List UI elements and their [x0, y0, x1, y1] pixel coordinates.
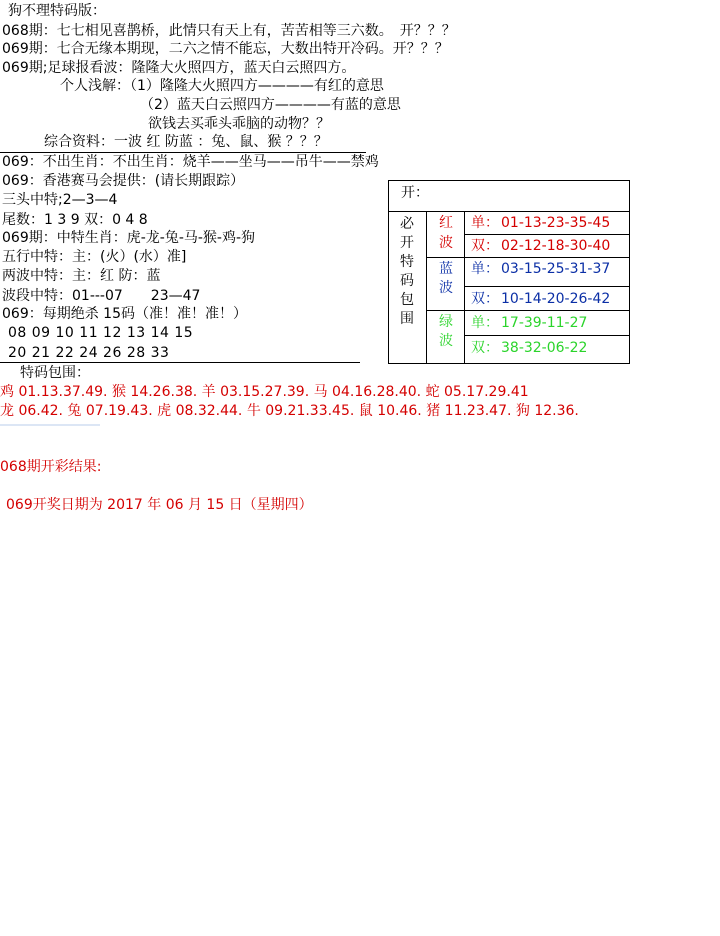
blue-even-numbers: 10-14-20-26-42	[501, 291, 611, 307]
blue-wave-label: 蓝	[439, 261, 453, 277]
five-elements-line: 五行中特：主：(火）(水）准]	[2, 249, 187, 265]
green-even-numbers: 38-32-06-22	[501, 340, 588, 356]
side-label-char: 必	[400, 216, 414, 232]
red-odd-numbers: 01-13-23-35-45	[501, 215, 611, 231]
blue-odd-numbers: 03-15-25-31-37	[501, 261, 611, 277]
side-label-char: 特	[400, 254, 414, 270]
three-heads-line: 三头中特;2—3—4	[2, 192, 118, 208]
riddle-question: 欲钱去买乖头乖脑的动物？？	[148, 116, 330, 132]
faded-divider	[0, 424, 100, 426]
kill-numbers-row-2: 20 21 22 24 26 28 33	[8, 345, 170, 361]
tail-numbers-line: 尾数：1 3 9 双：0 4 8	[2, 212, 148, 228]
green-even-label: 双：	[471, 340, 499, 356]
blue-wave-label: 波	[439, 280, 453, 296]
row-divider	[427, 310, 629, 311]
special-surround-label: 特码包围：	[20, 365, 90, 381]
green-wave-label: 绿	[439, 314, 453, 330]
red-odd-label: 单：	[471, 215, 499, 231]
side-label-char: 围	[400, 311, 414, 327]
red-wave-label: 波	[439, 235, 453, 251]
prediction-line-069: 069期：七合无缘本期现，二六之情不能忘，大数出特开冷码。开？？？	[2, 41, 449, 57]
interpretation-line-2: （2）蓝天白云照四方————有蓝的意思	[140, 97, 401, 113]
interpretation-line-1: 个人浅解：（1）隆隆大火照四方————有红的意思	[60, 78, 384, 94]
green-wave-label: 波	[439, 333, 453, 349]
zodiac-prediction-line: 069期：中特生肖：虎-龙-兔-马-猴-鸡-狗	[2, 230, 256, 246]
jockey-club-line: 069：香港赛马会提供：(请长期跟踪）	[2, 173, 245, 189]
row-divider	[465, 335, 629, 336]
row-divider	[465, 234, 629, 235]
row-divider	[427, 257, 629, 258]
excluded-zodiac-line: 069：不出生肖：不出生肖：烧羊——坐马——吊牛——禁鸡	[2, 154, 379, 170]
side-label-char: 开	[400, 235, 414, 251]
red-even-numbers: 02-12-18-30-40	[501, 238, 611, 254]
red-even-label: 双：	[471, 238, 499, 254]
kill-numbers-row-1: 08 09 10 11 12 13 14 15	[8, 325, 194, 341]
divider	[0, 362, 360, 363]
zodiac-numbers-row-1: 鸡 01.13.37.49. 猴 14.26.38. 羊 03.15.27.39. 马 04.16.28.40. 蛇 05.17.29.41	[0, 384, 529, 400]
green-odd-numbers: 17-39-11-27	[501, 315, 588, 331]
wave-number-table	[388, 180, 630, 364]
results-title: 068期开彩结果:	[0, 459, 102, 475]
next-draw-date: 069开奖日期为 2017 年 06 月 15 日（星期四）	[6, 497, 313, 513]
page-title: 狗不理特码版：	[8, 3, 106, 19]
green-odd-label: 单：	[471, 315, 499, 331]
table-header: 开：	[401, 185, 429, 201]
prediction-line-068: 068期：七七相见喜鹊桥，此情只有天上有，苦苦相等三六数。 开？？？	[2, 23, 456, 39]
row-divider	[465, 286, 629, 287]
wave-range-line: 波段中特：01---07 23—47	[2, 288, 201, 304]
two-waves-line: 两波中特：主：红 防：蓝	[2, 268, 161, 284]
blue-even-label: 双：	[471, 291, 499, 307]
blue-odd-label: 单：	[471, 261, 499, 277]
zodiac-numbers-row-2: 龙 06.42. 兔 07.19.43. 虎 08.32.44. 牛 09.21.33.45. 鼠 10.46. 猪 11.23.47. 狗 12.36.	[0, 403, 579, 419]
kill-numbers-line: 069：每期绝杀 15码（准！准！准！）	[2, 306, 247, 322]
summary-line: 综合资料：一波 红 防蓝 ：兔、鼠、猴 ？？？	[44, 134, 328, 150]
side-label-char: 码	[400, 273, 414, 289]
football-riddle-line: 069期;足球报看波：隆隆大火照四方，蓝天白云照四方。	[2, 60, 356, 76]
side-label-char: 包	[400, 292, 414, 308]
red-wave-label: 红	[439, 215, 453, 231]
